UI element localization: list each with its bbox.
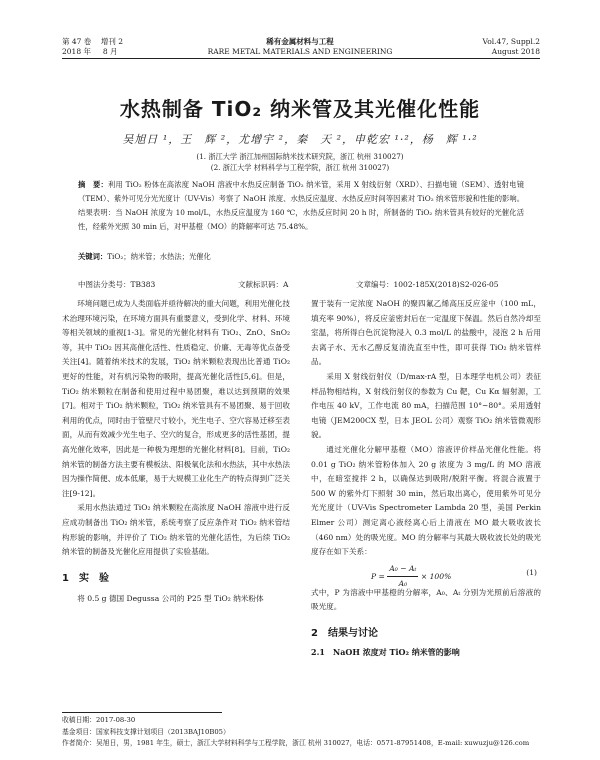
equation-explanation: 式中，P 为溶液中甲基橙的分解率，A₀、Aₜ 分别为光照前后溶液的吸光度。 bbox=[311, 587, 541, 612]
footnote bbox=[62, 715, 540, 750]
clc-number: 中图法分类号：TB383 bbox=[78, 280, 156, 289]
photocatalysis-paragraph: 通过光催化分解甲基橙（MO）溶液评价样品光催化性能。将 0.01 g TiO₂ 纳米管粉体加入 20 g 浓度为 3 mg/L 的 MO 溶液中，在暗室搅拌 2 h，以确保达到吸附/脱附平衡。将混合液置于 500 W 的紫外灯下照射 30 min，然后取出离心，使用紫外可见分光光度计（UV-Vis Spectrometer Lambda 20 型，美国 Perkin Elmer 公司）测定离心液经离心后上清液在 MO 最大吸收波长（460 nm）处的吸光度。MO 的分解率与其最大吸收波长处的吸光度存在如下关系： bbox=[311, 444, 541, 557]
equation-numerator: A₀ − Aₜ bbox=[387, 562, 418, 578]
paper-title: 水热制备 TiO₂ 纳米管及其光催化性能 bbox=[119, 97, 481, 121]
keywords-label: 关键词： bbox=[78, 252, 108, 261]
section-heading-experiment: 1 实 验 bbox=[62, 572, 109, 584]
author-list: 吴旭日 ¹，王 辉 ²，尤增宇 ²，秦 天 ²，申乾宏 ¹·²，杨 辉 ¹·² bbox=[122, 133, 478, 146]
experiment-paragraph-1: 将 0.5 g 德国 Degussa 公司的 P25 型 TiO₂ 纳米粉体 bbox=[77, 594, 264, 604]
characterization-paragraph: 采用 X 射线衍射仪（D/max-rA 型，日本理学电机公司）表征样品物相结构，X 射线衍射仪的参数为 Cu 靶，Cu Kα 辐射源，工作电压 40 kV，工作电流 80 mA，扫描范围 10°~80°。采用透射电镜（JEM200CX 型，日本 JEOL 公司）观察 TiO₂ 纳米管微观形貌。 bbox=[311, 371, 541, 440]
right-column bbox=[311, 297, 541, 660]
fund-info: 基金项目：国家科技支撑计划项目（2013BAJ10B05） bbox=[62, 727, 230, 736]
equation-1: P = $\frac{\text{A₀ − Aₜ}}{\text{A₀}}$ × 100% (1) bbox=[311, 560, 541, 586]
abstract-label: 摘 要： bbox=[78, 180, 109, 189]
header-volume: 第 47 卷 增刊 2 bbox=[62, 37, 124, 46]
equation-suffix: × 100% bbox=[420, 571, 452, 581]
intro-paragraph-2: 采用水热法通过 TiO₂ 纳米颗粒在高浓度 NaOH 溶液中进行反应成功制备出 TiO₂ 纳米管，系统考察了反应条件对 TiO₂ 纳米管结构形貌的影响，并评价了 TiO₂ 纳米管的光催化活性，为后续 TiO₂ 纳米管的制备及光催化应用提供了实验基础。 bbox=[62, 503, 290, 557]
header-rule bbox=[62, 58, 540, 59]
keywords bbox=[78, 250, 524, 264]
intro-paragraph-1: 环境问题已成为人类面临并亟待解决的重大问题，利用光催化技术治理环境污染，在环境方面具有重要意义，受到化学、材料、环境等相关领域的重视[1-3]。常见的光催化材料有 TiO₂、ZnO、SnO₂ 等，其中 TiO₂ 因其高催化活性、性质稳定、价廉、无毒等优点备受关注[4]。随着纳米技术的发展，TiO₂ 纳米颗粒表现出比普通 TiO₂ 更好的性能，对有机污染物的吸附，提高光催化活性[5,6]。但是，TiO₂ 纳米颗粒在制备和使用过程中易团聚，难以达到预期的效果[7]。相对于 TiO₂ 纳米颗粒，TiO₂ 纳米管具有不易团聚、易于回收利用的优点，同时由于管壁尺寸较小，光生电子、空穴容易迁移至表面，从而有效减少光生电子、空穴的复合，形成更多的活性基团，提高光催化效率，因此是一种极为理想的光催化材料[8]。目前，TiO₂ 纳米管的制备方法主要有模板法、阳极氧化法和水热法，其中水热法因为操作简便、成本低廉，易于大规模工业化生产的特点得到广泛关注[9-12]。 bbox=[62, 299, 290, 498]
equation-number: (1) bbox=[526, 567, 537, 577]
footnote-rule bbox=[62, 712, 222, 713]
experiment-paragraph-2: 置于装有一定浓度 NaOH 的聚四氟乙烯高压反应釜中（100 mL，填充率 90%），将反应釜密封后在一定温度下保温。然后自然冷却至室温，将所得白色沉淀物浸入 0.3 mol/L 的盐酸中，浸泡 2 h 后用去离子水、无水乙醇反复清洗直至中性，即可获得 TiO₂ 纳米管样品。 bbox=[311, 299, 541, 367]
keywords-text: TiO₂；纳米管；水热法；光催化 bbox=[107, 252, 211, 261]
section-heading-results: 2 结果与讨论 bbox=[311, 627, 378, 639]
header-journal-cn: 稀有金属材料与工程 bbox=[266, 37, 334, 46]
subsection-heading-naoh: 2.1 NaOH 浓度对 TiO₂ 纳米管的影响 bbox=[311, 647, 460, 658]
abstract bbox=[78, 178, 524, 234]
header-journal-en: RARE METAL MATERIALS AND ENGINEERING bbox=[207, 47, 393, 56]
received-date: 收稿日期：2017-08-30 bbox=[62, 716, 136, 724]
left-column bbox=[62, 297, 290, 607]
document-code: 文献标识码：A bbox=[238, 280, 289, 289]
abstract-text: 利用 TiO₂ 粉体在高浓度 NaOH 溶液中水热反应制备 TiO₂ 纳米管，采用 X 射线衍射（XRD）、扫描电镜（SEM）、透射电镜（TEM）、紫外可见分光光度计（UV-Vis）考察了 NaOH 浓度、水热反应温度、水热反应时间等因素对 TiO₂ 纳米管形貌和性能的影响。结果表明：当 NaOH 浓度为 10 mol/L，水热反应温度为 160 ℃，水热反应时间 20 h 时，所制备的 TiO₂ 纳米管具有较好的光催化活性，经紫外光照 30 min 后，对甲基橙（MO）的降解率可达 75.48%。 bbox=[78, 180, 524, 231]
affiliation-1: (1. 浙江大学 浙江加州国际纳米技术研究院，浙江 杭州 310027) bbox=[196, 152, 404, 161]
equation-fraction bbox=[387, 562, 418, 592]
equation-denominator: A₀ bbox=[398, 579, 408, 589]
author-bio: 作者简介：吴旭日，男，1981 年生，硕士，浙江大学材料科学与工程学院，浙江 杭州 310027，电话：0571-87951408，E-mail: xuwuzju@126.com bbox=[62, 739, 530, 747]
header-year: 2018 年 8 月 bbox=[62, 47, 118, 56]
affiliation-2: (2. 浙江大学 材料科学与工程学院，浙江 杭州 310027) bbox=[210, 163, 390, 172]
header-date-en: August 2018 bbox=[491, 47, 540, 56]
header-volume-en: Vol.47, Suppl.2 bbox=[482, 37, 540, 46]
article-number: 文章编号：1002-185X(2018)S2-026-05 bbox=[356, 280, 499, 289]
equation-lhs: P bbox=[371, 571, 377, 581]
